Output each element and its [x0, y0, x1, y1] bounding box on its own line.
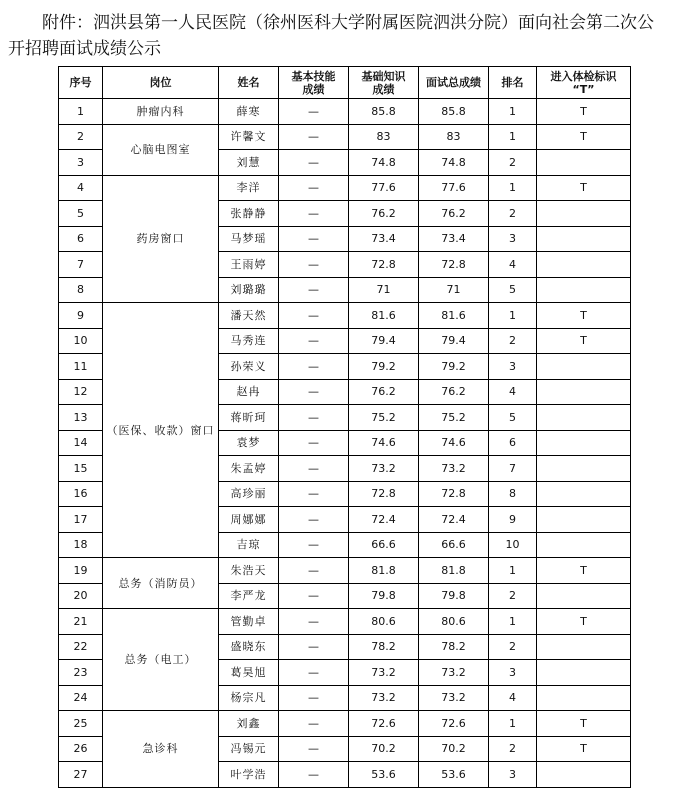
cell-skill: — — [279, 634, 349, 660]
cell-skill: — — [279, 456, 349, 482]
cell-post: 药房窗口 — [103, 175, 219, 303]
title-line-2: 开招聘面试成绩公示 — [8, 39, 161, 59]
cell-exam — [537, 201, 631, 227]
cell-rank: 5 — [489, 277, 537, 303]
cell-exam — [537, 532, 631, 558]
cell-rank: 2 — [489, 736, 537, 762]
cell-name: 张静静 — [219, 201, 279, 227]
cell-skill: — — [279, 558, 349, 584]
cell-skill: — — [279, 507, 349, 533]
cell-rank: 2 — [489, 583, 537, 609]
cell-rank: 3 — [489, 660, 537, 686]
cell-rank: 3 — [489, 226, 537, 252]
cell-seq: 18 — [59, 532, 103, 558]
cell-skill: — — [279, 685, 349, 711]
table-row — [59, 175, 631, 201]
cell-rank: 2 — [489, 150, 537, 176]
cell-name: 管勤卓 — [219, 609, 279, 635]
cell-seq: 21 — [59, 609, 103, 635]
cell-knowledge: 80.6 — [349, 609, 419, 635]
cell-name: 蒋昕珂 — [219, 405, 279, 431]
header-total: 面试总成绩 — [419, 67, 489, 99]
cell-exam: T — [537, 175, 631, 201]
cell-name: 叶学浩 — [219, 762, 279, 788]
cell-name: 李洋 — [219, 175, 279, 201]
cell-rank: 1 — [489, 99, 537, 125]
cell-seq: 6 — [59, 226, 103, 252]
cell-skill: — — [279, 328, 349, 354]
cell-rank: 4 — [489, 252, 537, 278]
table-row — [59, 711, 631, 737]
cell-rank: 2 — [489, 201, 537, 227]
cell-exam: T — [537, 328, 631, 354]
cell-exam — [537, 226, 631, 252]
cell-total: 73.2 — [419, 660, 489, 686]
cell-post: 急诊科 — [103, 711, 219, 788]
header-knowledge-line2: 成绩 — [372, 82, 395, 96]
cell-rank: 3 — [489, 354, 537, 380]
cell-seq: 19 — [59, 558, 103, 584]
cell-seq: 12 — [59, 379, 103, 405]
cell-seq: 7 — [59, 252, 103, 278]
cell-name: 马秀连 — [219, 328, 279, 354]
header-exam — [537, 67, 631, 99]
score-table — [58, 66, 631, 788]
header-post: 岗位 — [103, 67, 219, 99]
cell-skill: — — [279, 303, 349, 329]
cell-knowledge: 66.6 — [349, 532, 419, 558]
header-skill-line1: 基本技能 — [291, 69, 336, 83]
cell-exam — [537, 150, 631, 176]
cell-name: 马梦瑶 — [219, 226, 279, 252]
cell-name: 许馨文 — [219, 124, 279, 150]
cell-name: 刘璐璐 — [219, 277, 279, 303]
cell-seq: 9 — [59, 303, 103, 329]
cell-skill: — — [279, 532, 349, 558]
cell-seq: 24 — [59, 685, 103, 711]
cell-total: 73.4 — [419, 226, 489, 252]
cell-name: 王雨婷 — [219, 252, 279, 278]
cell-skill: — — [279, 150, 349, 176]
cell-skill: — — [279, 226, 349, 252]
cell-exam: T — [537, 99, 631, 125]
cell-exam — [537, 685, 631, 711]
cell-knowledge: 77.6 — [349, 175, 419, 201]
cell-total: 73.2 — [419, 456, 489, 482]
header-seq: 序号 — [59, 67, 103, 99]
cell-rank: 4 — [489, 379, 537, 405]
cell-rank: 1 — [489, 609, 537, 635]
cell-rank: 2 — [489, 328, 537, 354]
cell-skill: — — [279, 277, 349, 303]
cell-knowledge: 85.8 — [349, 99, 419, 125]
cell-knowledge: 79.2 — [349, 354, 419, 380]
cell-total: 72.6 — [419, 711, 489, 737]
cell-name: 李严龙 — [219, 583, 279, 609]
cell-knowledge: 71 — [349, 277, 419, 303]
cell-seq: 8 — [59, 277, 103, 303]
cell-exam — [537, 660, 631, 686]
cell-knowledge: 78.2 — [349, 634, 419, 660]
cell-total: 74.8 — [419, 150, 489, 176]
table-row — [59, 303, 631, 329]
cell-total: 71 — [419, 277, 489, 303]
cell-rank: 1 — [489, 303, 537, 329]
cell-knowledge: 74.6 — [349, 430, 419, 456]
cell-exam: T — [537, 124, 631, 150]
cell-seq: 16 — [59, 481, 103, 507]
cell-seq: 25 — [59, 711, 103, 737]
header-knowledge-line1: 基础知识 — [361, 69, 406, 83]
cell-rank: 8 — [489, 481, 537, 507]
cell-total: 85.8 — [419, 99, 489, 125]
cell-knowledge: 73.2 — [349, 660, 419, 686]
cell-knowledge: 72.4 — [349, 507, 419, 533]
cell-exam — [537, 277, 631, 303]
cell-knowledge: 73.2 — [349, 456, 419, 482]
cell-total: 81.6 — [419, 303, 489, 329]
cell-total: 72.4 — [419, 507, 489, 533]
cell-exam: T — [537, 736, 631, 762]
table-body — [59, 99, 631, 788]
cell-knowledge: 70.2 — [349, 736, 419, 762]
cell-name: 潘天然 — [219, 303, 279, 329]
cell-knowledge: 72.8 — [349, 252, 419, 278]
cell-knowledge: 81.6 — [349, 303, 419, 329]
cell-rank: 6 — [489, 430, 537, 456]
cell-seq: 26 — [59, 736, 103, 762]
cell-total: 70.2 — [419, 736, 489, 762]
cell-skill: — — [279, 711, 349, 737]
cell-seq: 22 — [59, 634, 103, 660]
cell-skill: — — [279, 252, 349, 278]
cell-rank: 2 — [489, 634, 537, 660]
cell-rank: 9 — [489, 507, 537, 533]
cell-knowledge: 83 — [349, 124, 419, 150]
cell-exam — [537, 379, 631, 405]
cell-seq: 1 — [59, 99, 103, 125]
cell-knowledge: 79.8 — [349, 583, 419, 609]
cell-total: 79.8 — [419, 583, 489, 609]
cell-name: 刘慧 — [219, 150, 279, 176]
table-row — [59, 99, 631, 125]
cell-total: 76.2 — [419, 379, 489, 405]
table-header-row — [59, 67, 631, 99]
cell-total: 72.8 — [419, 481, 489, 507]
cell-total: 83 — [419, 124, 489, 150]
cell-skill: — — [279, 175, 349, 201]
cell-skill: — — [279, 609, 349, 635]
cell-name: 袁梦 — [219, 430, 279, 456]
cell-seq: 15 — [59, 456, 103, 482]
cell-total: 78.2 — [419, 634, 489, 660]
cell-exam — [537, 583, 631, 609]
cell-skill: — — [279, 660, 349, 686]
cell-knowledge: 75.2 — [349, 405, 419, 431]
cell-seq: 5 — [59, 201, 103, 227]
cell-name: 冯锡元 — [219, 736, 279, 762]
table-row — [59, 558, 631, 584]
cell-name: 刘鑫 — [219, 711, 279, 737]
cell-exam — [537, 405, 631, 431]
cell-exam: T — [537, 558, 631, 584]
cell-seq: 2 — [59, 124, 103, 150]
cell-post: 总务（消防员） — [103, 558, 219, 609]
cell-skill: — — [279, 354, 349, 380]
cell-total: 73.2 — [419, 685, 489, 711]
cell-exam — [537, 481, 631, 507]
cell-exam — [537, 430, 631, 456]
cell-name: 葛昊旭 — [219, 660, 279, 686]
cell-knowledge: 79.4 — [349, 328, 419, 354]
cell-name: 赵冉 — [219, 379, 279, 405]
header-exam-line2: “T” — [572, 82, 595, 96]
cell-total: 79.4 — [419, 328, 489, 354]
cell-exam — [537, 354, 631, 380]
cell-skill: — — [279, 201, 349, 227]
cell-seq: 10 — [59, 328, 103, 354]
header-knowledge — [349, 67, 419, 99]
cell-exam — [537, 252, 631, 278]
cell-name: 朱孟婷 — [219, 456, 279, 482]
cell-exam — [537, 762, 631, 788]
cell-total: 81.8 — [419, 558, 489, 584]
cell-knowledge: 81.8 — [349, 558, 419, 584]
page-title — [8, 10, 688, 62]
cell-knowledge: 74.8 — [349, 150, 419, 176]
cell-rank: 4 — [489, 685, 537, 711]
cell-skill: — — [279, 762, 349, 788]
cell-skill: — — [279, 736, 349, 762]
header-name: 姓名 — [219, 67, 279, 99]
cell-skill: — — [279, 430, 349, 456]
cell-rank: 1 — [489, 711, 537, 737]
cell-seq: 17 — [59, 507, 103, 533]
cell-knowledge: 76.2 — [349, 201, 419, 227]
cell-total: 66.6 — [419, 532, 489, 558]
cell-total: 77.6 — [419, 175, 489, 201]
cell-name: 吉琼 — [219, 532, 279, 558]
cell-seq: 3 — [59, 150, 103, 176]
cell-rank: 3 — [489, 762, 537, 788]
cell-rank: 10 — [489, 532, 537, 558]
cell-post: 心脑电图室 — [103, 124, 219, 175]
cell-name: 薛寒 — [219, 99, 279, 125]
cell-post: 肿瘤内科 — [103, 99, 219, 125]
cell-knowledge: 76.2 — [349, 379, 419, 405]
cell-knowledge: 73.4 — [349, 226, 419, 252]
cell-seq: 11 — [59, 354, 103, 380]
cell-exam — [537, 507, 631, 533]
cell-exam — [537, 456, 631, 482]
cell-knowledge: 72.6 — [349, 711, 419, 737]
cell-name: 杨宗凡 — [219, 685, 279, 711]
cell-total: 79.2 — [419, 354, 489, 380]
cell-seq: 14 — [59, 430, 103, 456]
cell-name: 高珍丽 — [219, 481, 279, 507]
cell-exam: T — [537, 303, 631, 329]
header-exam-line1: 进入体检标识 — [550, 69, 617, 83]
cell-rank: 5 — [489, 405, 537, 431]
cell-rank: 1 — [489, 124, 537, 150]
cell-name: 盛晓东 — [219, 634, 279, 660]
cell-seq: 4 — [59, 175, 103, 201]
cell-skill: — — [279, 99, 349, 125]
cell-rank: 1 — [489, 558, 537, 584]
cell-total: 80.6 — [419, 609, 489, 635]
cell-exam: T — [537, 609, 631, 635]
cell-total: 75.2 — [419, 405, 489, 431]
table-row — [59, 124, 631, 150]
cell-seq: 27 — [59, 762, 103, 788]
cell-skill: — — [279, 405, 349, 431]
header-skill — [279, 67, 349, 99]
cell-seq: 23 — [59, 660, 103, 686]
cell-exam — [537, 634, 631, 660]
cell-skill: — — [279, 124, 349, 150]
cell-rank: 1 — [489, 175, 537, 201]
cell-total: 53.6 — [419, 762, 489, 788]
cell-seq: 13 — [59, 405, 103, 431]
cell-total: 72.8 — [419, 252, 489, 278]
cell-post: （医保、收款）窗口 — [103, 303, 219, 558]
cell-seq: 20 — [59, 583, 103, 609]
cell-name: 周娜娜 — [219, 507, 279, 533]
cell-exam: T — [537, 711, 631, 737]
header-rank: 排名 — [489, 67, 537, 99]
cell-rank: 7 — [489, 456, 537, 482]
cell-name: 朱浩天 — [219, 558, 279, 584]
cell-knowledge: 73.2 — [349, 685, 419, 711]
header-skill-line2: 成绩 — [302, 82, 325, 96]
table-row — [59, 609, 631, 635]
title-line-1: 附件：泗洪县第一人民医院（徐州医科大学附属医院泗洪分院）面向社会第二次公 — [42, 13, 654, 33]
cell-skill: — — [279, 583, 349, 609]
cell-name: 孙荣义 — [219, 354, 279, 380]
cell-post: 总务（电工） — [103, 609, 219, 711]
cell-skill: — — [279, 481, 349, 507]
cell-total: 74.6 — [419, 430, 489, 456]
cell-knowledge: 72.8 — [349, 481, 419, 507]
cell-knowledge: 53.6 — [349, 762, 419, 788]
cell-skill: — — [279, 379, 349, 405]
cell-total: 76.2 — [419, 201, 489, 227]
